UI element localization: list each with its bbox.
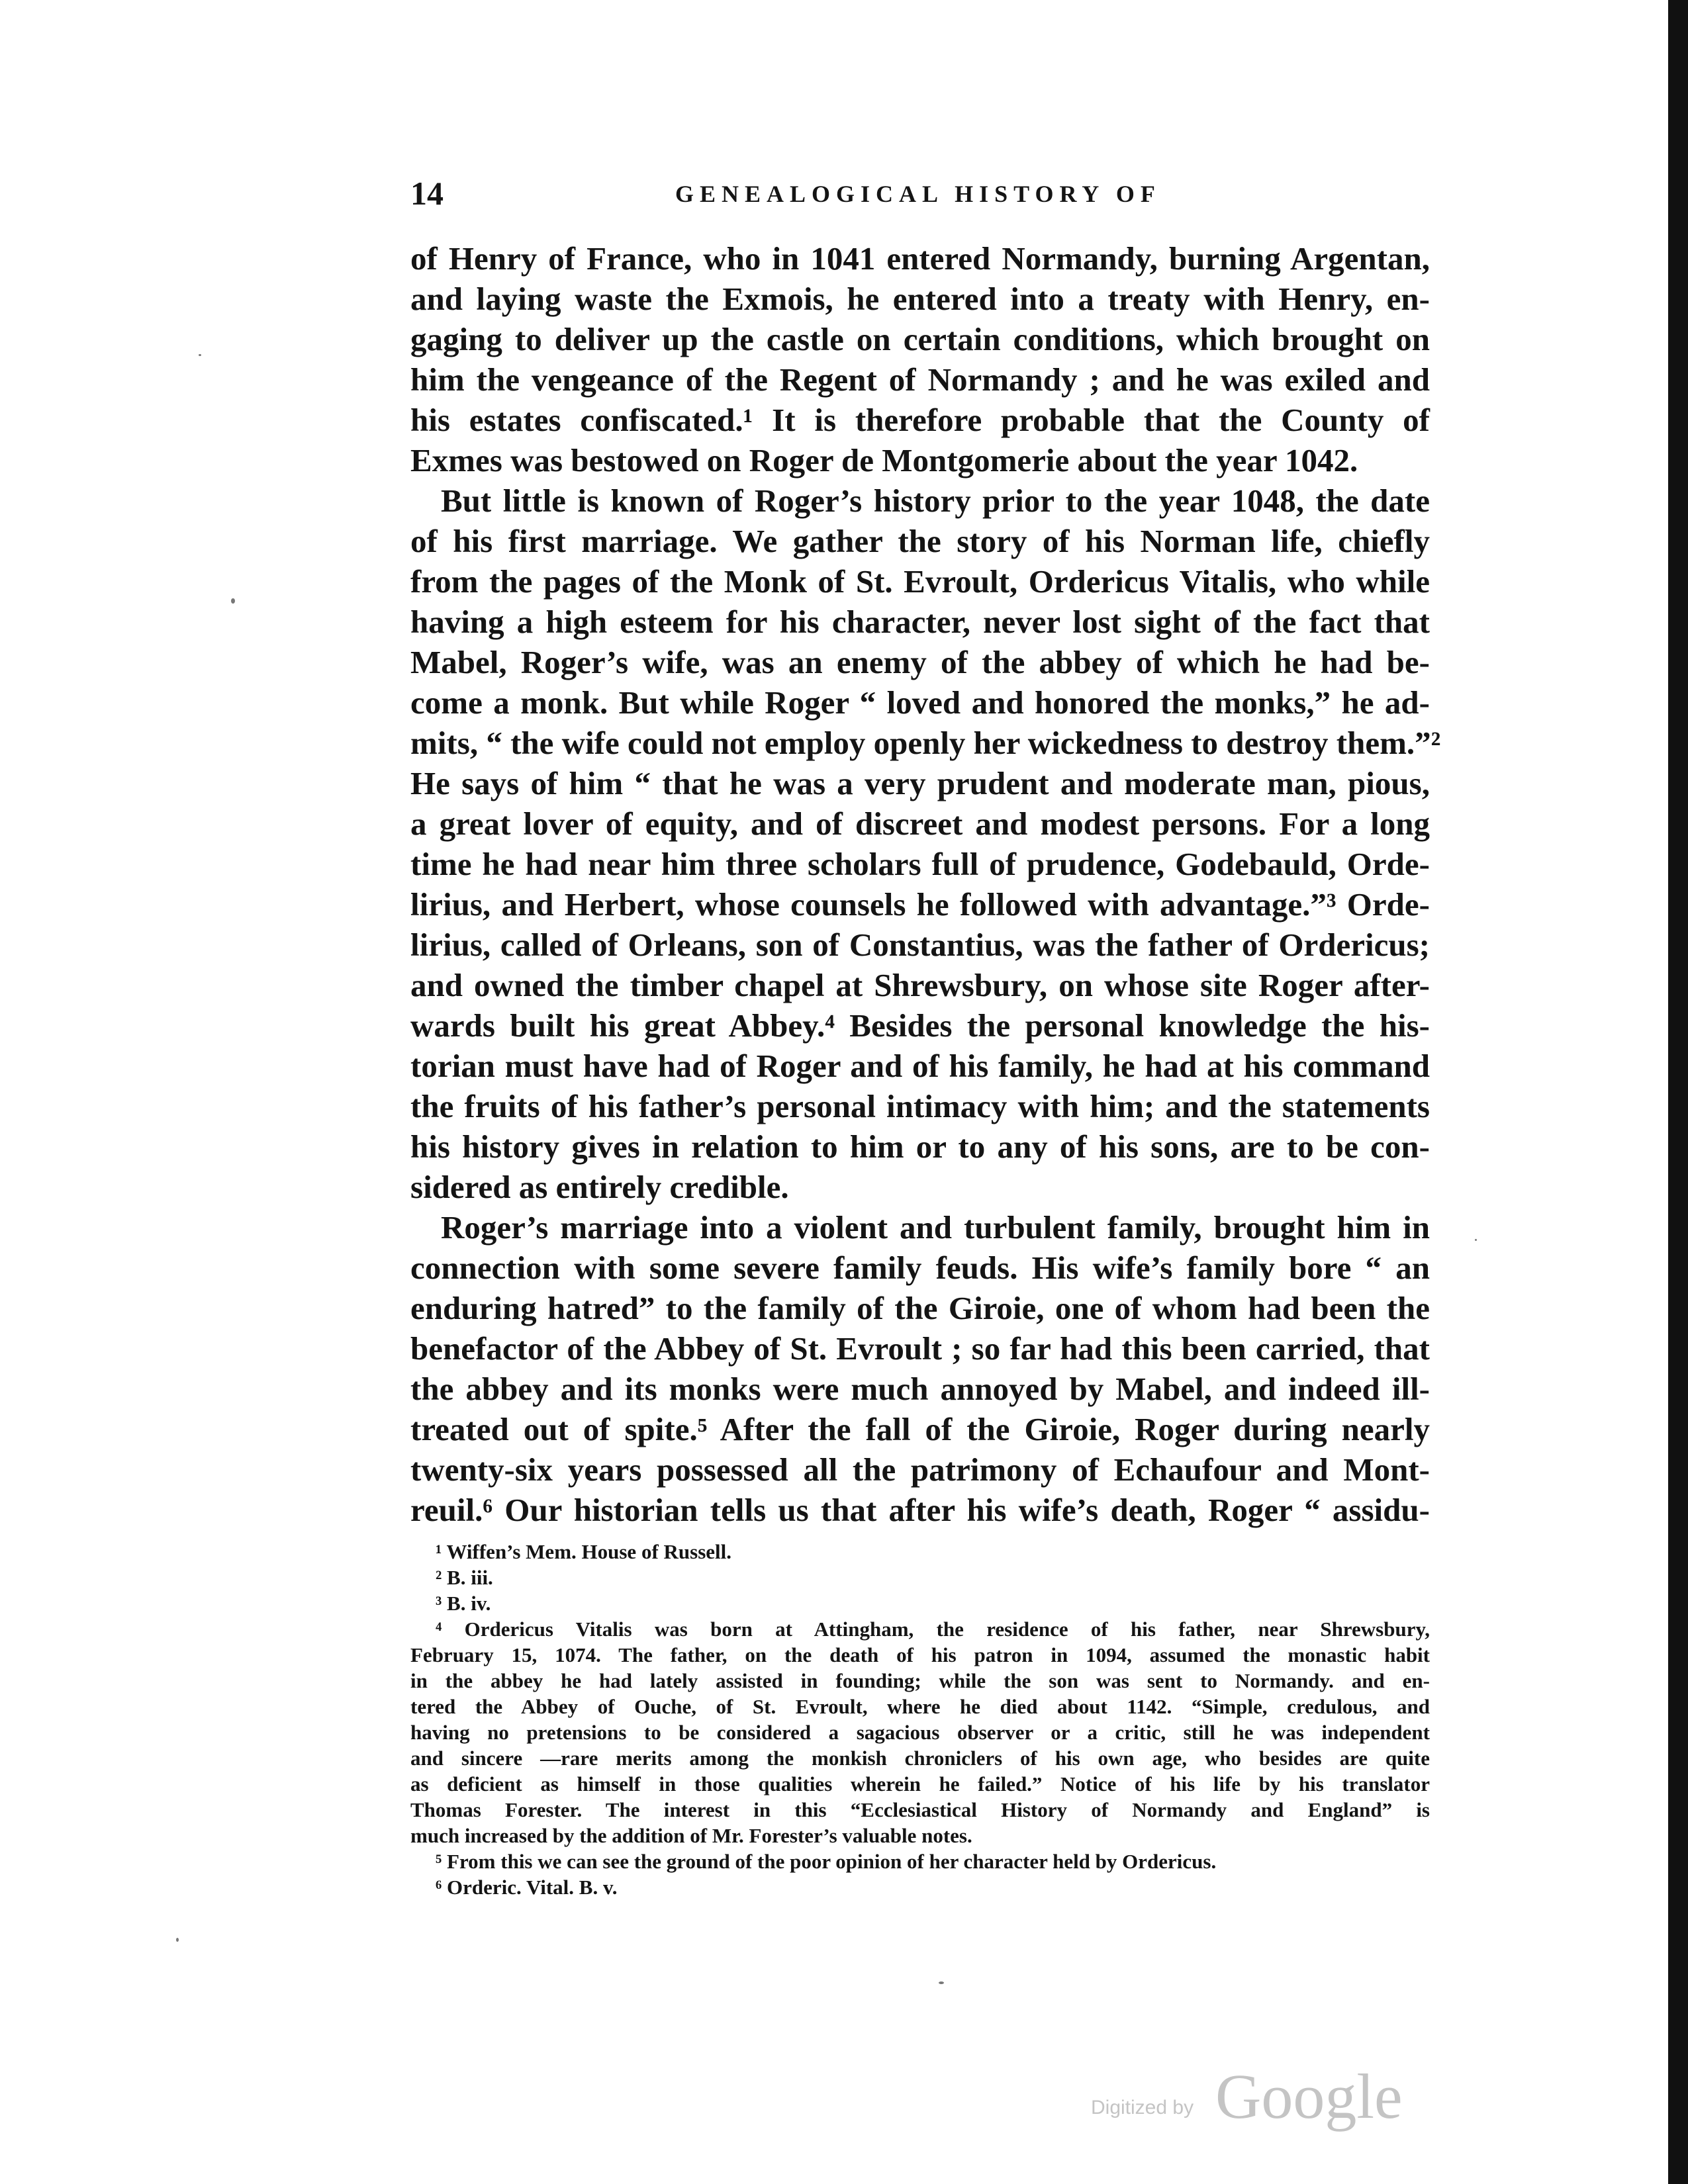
- body-line: having a high esteem for his character, never lost sight of the fact that: [410, 604, 1430, 640]
- body-line: of his first marriage. We gather the story of his Norman life, chiefly: [410, 523, 1430, 559]
- footnote-line: and sincere —rare merits among the monkish chroniclers of his own age, who besides are quite: [410, 1747, 1430, 1770]
- footnote-line: ⁶ Orderic. Vital. B. v.: [436, 1876, 618, 1899]
- body-line: benefactor of the Abbey of St. Evroult ; so far had this been carried, that: [410, 1330, 1430, 1367]
- body-line: and laying waste the Exmois, he entered into a treaty with Henry, en-: [410, 281, 1430, 317]
- scan-edge-border: [1668, 0, 1688, 2184]
- body-line: sidered as entirely credible.: [410, 1169, 789, 1205]
- google-logo: Google: [1215, 2061, 1403, 2132]
- body-line: a great lover of equity, and of discreet and modest persons. For a long: [410, 805, 1430, 842]
- body-line: from the pages of the Monk of St. Evroult, Ordericus Vitalis, who while: [410, 563, 1430, 600]
- footnote-line: having no pretensions to be considered a sagacious observer or a critic, still he was independent: [410, 1721, 1430, 1744]
- body-line: lirius, called of Orleans, son of Constantius, was the father of Ordericus;: [410, 927, 1430, 963]
- body-line: time he had near him three scholars full of prudence, Godebauld, Orde-: [410, 846, 1430, 882]
- footnote-line: ³ B. iv.: [436, 1592, 491, 1615]
- body-line: the fruits of his father’s personal intimacy with him; and the statements: [410, 1088, 1430, 1124]
- body-line: his history gives in relation to him or to any of his sons, are to be con-: [410, 1128, 1430, 1165]
- digitized-by-label: Digitized by: [1091, 2097, 1194, 2118]
- footnote-line: ¹ Wiffen’s Mem. House of Russell.: [436, 1540, 732, 1563]
- body-line: enduring hatred” to the family of the Giroie, one of whom had been the: [410, 1290, 1430, 1326]
- body-line: But little is known of Roger’s history prior to the year 1048, the date: [441, 482, 1430, 519]
- body-line: the abbey and its monks were much annoyed by Mabel, and indeed ill-: [410, 1371, 1430, 1407]
- body-line: He says of him “ that he was a very prudent and moderate man, pious,: [410, 765, 1430, 801]
- footnote-line: ⁴ Ordericus Vitalis was born at Attingham, the residence of his father, near Shrewsbury,: [436, 1617, 1430, 1641]
- body-line: reuil.⁶ Our historian tells us that after his wife’s death, Roger “ assidu-: [410, 1492, 1430, 1528]
- footnote-line: ⁵ From this we can see the ground of the poor opinion of her character held by Ordericus.: [436, 1850, 1217, 1873]
- scan-speck: [1475, 1239, 1477, 1241]
- scan-speck: [176, 1938, 179, 1942]
- body-line: Roger’s marriage into a violent and turbulent family, brought him in: [441, 1209, 1430, 1246]
- footnotes: [410, 1539, 1430, 1900]
- footnote-line: much increased by the addition of Mr. Forester’s valuable notes.: [410, 1824, 972, 1847]
- body-line: lirius, and Herbert, whose counsels he followed with advantage.”³ Orde-: [410, 886, 1430, 923]
- body-line: treated out of spite.⁵ After the fall of the Giroie, Roger during nearly: [410, 1411, 1430, 1447]
- body-line: torian must have had of Roger and of his family, he had at his command: [410, 1048, 1430, 1084]
- body-line: mits, “ the wife could not employ openly her wickedness to destroy them.”²: [410, 725, 1441, 761]
- scan-speck: [231, 598, 235, 604]
- body-line: twenty-six years possessed all the patrimony of Echaufour and Mont-: [410, 1451, 1430, 1488]
- body-line: come a monk. But while Roger “ loved and honored the monks,” he ad-: [410, 684, 1430, 721]
- body-line: of Henry of France, who in 1041 entered Normandy, burning Argentan,: [410, 240, 1430, 277]
- body-line: Mabel, Roger’s wife, was an enemy of the abbey of which he had be-: [410, 644, 1430, 680]
- footnote-line: tered the Abbey of Ouche, of St. Evroult, where he died about 1142. “Simple, credulous, and: [410, 1695, 1430, 1718]
- body-line: connection with some severe family feuds. His wife’s family bore “ an: [410, 1250, 1430, 1286]
- page-number: 14: [410, 175, 444, 212]
- body-line: gaging to deliver up the castle on certain conditions, which brought on: [410, 321, 1430, 357]
- body-line: Exmes was bestowed on Roger de Montgomerie about the year 1042.: [410, 442, 1358, 478]
- body-line: wards built his great Abbey.⁴ Besides the personal knowledge the his-: [410, 1007, 1430, 1044]
- footnote-line: ² B. iii.: [436, 1566, 493, 1589]
- footnote-line: Thomas Forester. The interest in this “Ecclesiastical History of Normandy and England” is: [410, 1798, 1430, 1821]
- body-line: him the vengeance of the Regent of Normandy ; and he was exiled and: [410, 361, 1430, 398]
- footnote-line: February 15, 1074. The father, on the death of his patron in 1094, assumed the monastic habit: [410, 1643, 1430, 1666]
- running-head: GENEALOGICAL HISTORY OF: [675, 181, 1161, 207]
- scan-speck: [199, 354, 201, 356]
- footnote-line: as deficient as himself in those qualities wherein he failed.” Notice of his life by his translator: [410, 1772, 1430, 1796]
- page-header: [410, 173, 1430, 213]
- footnote-line: in the abbey he had lately assisted in founding; while the son was sent to Normandy. and en-: [410, 1669, 1430, 1692]
- body-text: [410, 238, 1441, 1530]
- body-line: his estates confiscated.¹ It is therefore probable that the County of: [410, 402, 1430, 438]
- digitized-by-google-watermark: [1091, 2061, 1462, 2136]
- body-line: and owned the timber chapel at Shrewsbury, on whose site Roger after-: [410, 967, 1430, 1003]
- scan-speck: [939, 1981, 944, 1984]
